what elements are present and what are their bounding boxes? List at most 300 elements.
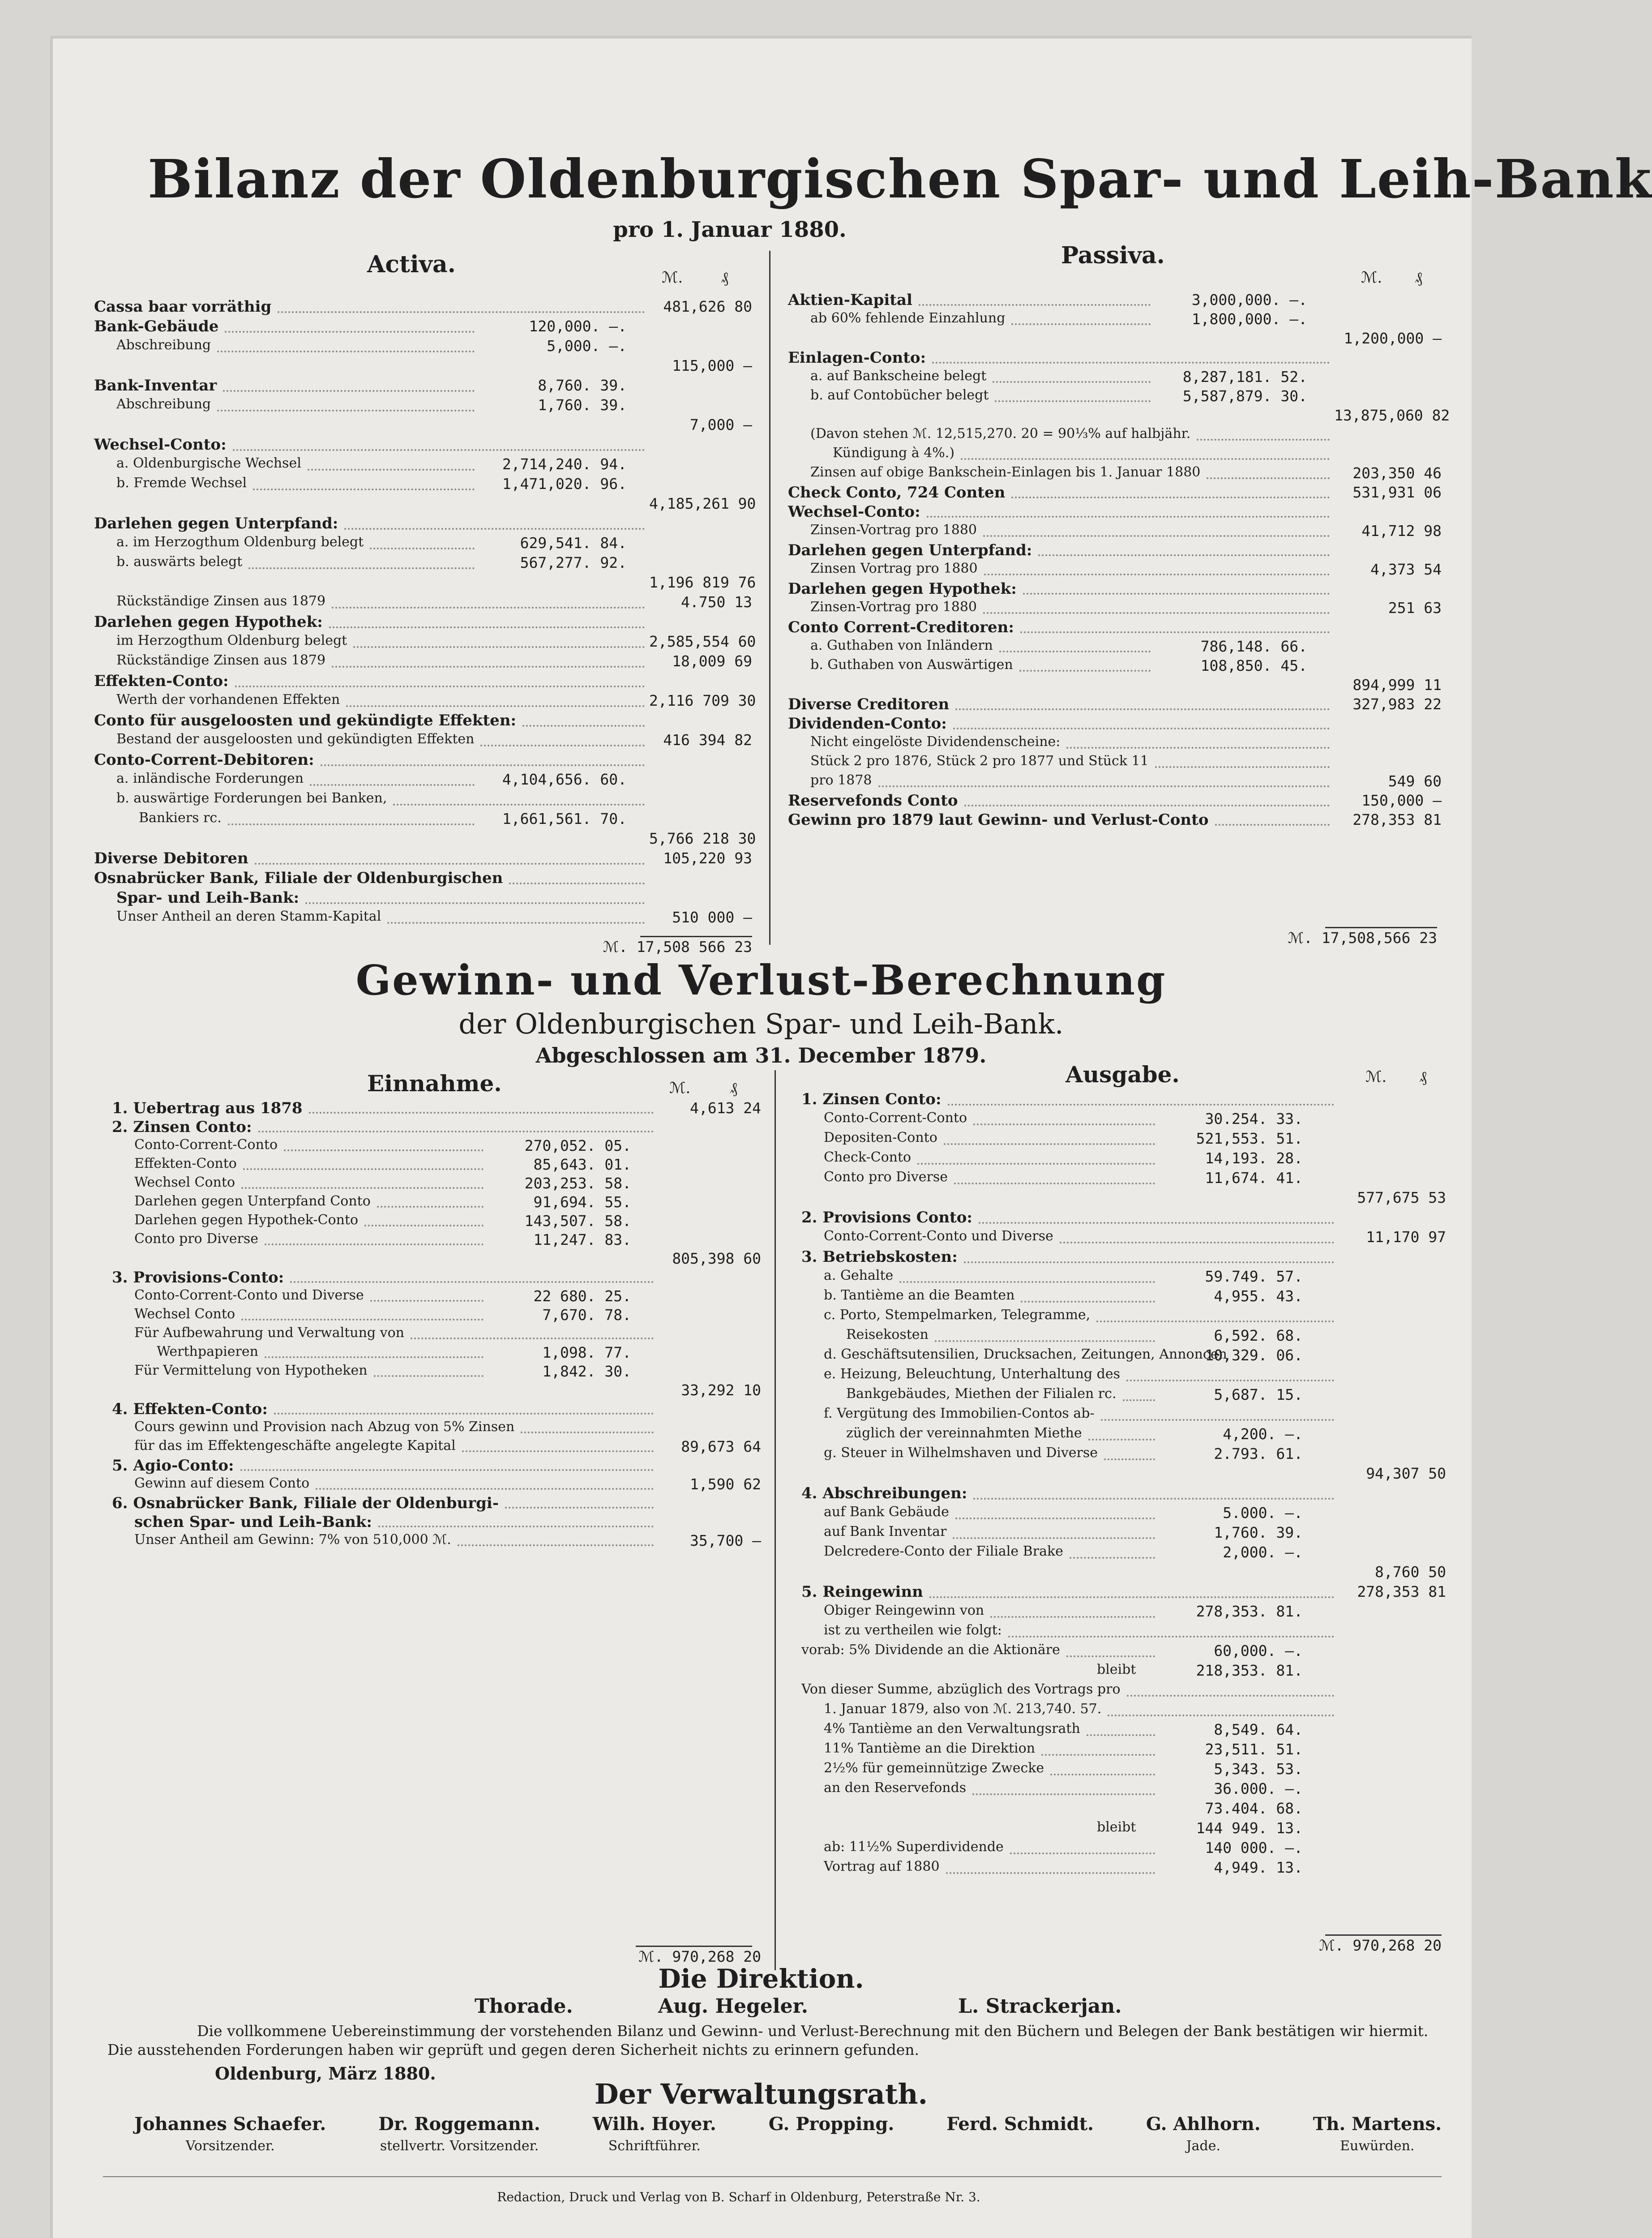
passiva-row — [788, 580, 1442, 599]
activa-row — [94, 298, 757, 317]
passiva-label: ab 60% fehlende Einzahlung — [810, 310, 1006, 326]
passiva-total: 1,200,000 — — [1344, 330, 1442, 347]
ausgabe-label: bleibt — [1097, 1662, 1136, 1677]
activa-leader — [387, 922, 645, 924]
activa-subamount: 629,541. 84. — [520, 534, 627, 552]
einnahme-unit-mark: ℳ. — [669, 1079, 691, 1097]
activa-row — [94, 790, 757, 810]
ausgabe-row — [801, 1484, 1446, 1504]
passiva-row — [788, 426, 1442, 445]
passiva-label: Wechsel-Conto: — [788, 503, 920, 521]
ausgabe-label: 3. Betriebskosten: — [801, 1248, 958, 1266]
verwaltungsrath-member — [1146, 2114, 1261, 2154]
passiva-leader — [878, 785, 1330, 787]
verwaltungsrath-member — [1313, 2114, 1442, 2154]
einnahme-leader — [274, 1413, 654, 1415]
gv-subtitle: der Oldenburgischen Spar- und Leih-Bank. — [458, 1008, 1064, 1040]
ausgabe-subamount: 5,343. 53. — [1214, 1760, 1303, 1778]
ausgabe-row — [801, 1780, 1446, 1800]
passiva-row — [788, 368, 1442, 387]
einnahme-leader — [377, 1206, 484, 1208]
einnahme-row — [112, 1118, 761, 1137]
activa-sum-rule — [640, 936, 752, 937]
passiva-row — [788, 407, 1450, 426]
einnahme-row — [112, 1438, 761, 1457]
passiva-total: 203,350 46 — [1352, 464, 1442, 482]
activa-row — [94, 554, 757, 574]
activa-row — [94, 751, 757, 771]
activa-leader — [228, 823, 475, 825]
ausgabe-leader — [1070, 1557, 1155, 1559]
passiva-total: 278,353 81 — [1352, 811, 1442, 828]
einnahme-label: Für Aufbewahrung und Verwaltung von — [134, 1325, 404, 1341]
ausgabe-leader — [1123, 1399, 1155, 1401]
passiva-row — [788, 445, 1442, 464]
einnahme-total: 4,613 24 — [690, 1099, 761, 1117]
passiva-total: 327,983 22 — [1352, 695, 1442, 713]
activa-label: Darlehen gegen Unterpfand: — [94, 514, 338, 532]
einnahme-heading: Einnahme. — [367, 1070, 502, 1097]
einnahme-row — [112, 1099, 761, 1118]
activa-row — [94, 613, 757, 633]
activa-label: Conto-Corrent-Debitoren: — [94, 751, 314, 769]
passiva-leader — [927, 516, 1330, 518]
activa-row — [94, 574, 757, 593]
ausgabe-sum: ℳ. 970,268 20 — [1319, 1937, 1442, 1954]
einnahme-leader — [240, 1469, 654, 1471]
activa-row — [94, 514, 757, 534]
ausgabe-subamount: 2.793. 61. — [1214, 1445, 1303, 1462]
einnahme-subamount: 85,643. 01. — [533, 1156, 631, 1173]
activa-unit-pf: ₰ — [721, 269, 728, 287]
passiva-list — [788, 291, 1450, 830]
einnahme-label: 1. Uebertrag aus 1878 — [112, 1099, 303, 1117]
activa-row — [94, 849, 757, 869]
passiva-label: Zinsen-Vortrag pro 1880 — [810, 522, 977, 538]
einnahme-label: Werthpapieren — [157, 1344, 258, 1359]
activa-row — [94, 396, 757, 416]
activa-row — [94, 712, 757, 731]
einnahme-unit-pf: ₰ — [730, 1079, 737, 1097]
einnahme-subamount: 91,694. 55. — [533, 1193, 631, 1211]
verwaltungsrath-heading: Der Verwaltungsrath. — [594, 2078, 928, 2110]
ausgabe-row — [801, 1681, 1446, 1701]
passiva-row — [788, 715, 1442, 734]
einnahme-row — [112, 1475, 761, 1494]
ausgabe-row — [801, 1346, 1446, 1366]
ausgabe-leader — [953, 1537, 1155, 1539]
activa-leader — [248, 567, 475, 569]
passiva-row — [788, 330, 1442, 349]
ausgabe-row — [801, 1563, 1446, 1583]
activa-row — [94, 869, 757, 889]
ausgabe-subamount: 11,674. 41. — [1205, 1169, 1303, 1187]
activa-label: b. Fremde Wechsel — [116, 475, 247, 491]
einnahme-label: Darlehen gegen Hypothek-Conto — [134, 1212, 359, 1228]
ausgabe-unit-pf: ₰ — [1419, 1068, 1427, 1086]
activa-label: im Herzogthum Oldenburg belegt — [116, 633, 347, 648]
balance-title: Bilanz der Oldenburgischen Spar- und Leih-Bank — [148, 148, 1652, 210]
passiva-leader — [1207, 477, 1330, 479]
passiva-row — [788, 772, 1442, 792]
ausgabe-label: e. Heizung, Beleuchtung, Unterhaltung des — [824, 1366, 1120, 1382]
passiva-row — [788, 695, 1442, 715]
ausgabe-row — [801, 1859, 1446, 1878]
ausgabe-leader — [973, 1123, 1155, 1125]
activa-label: Bankiers rc. — [139, 810, 222, 826]
ausgabe-row — [801, 1130, 1446, 1149]
passiva-leader — [993, 381, 1151, 383]
member-name: Ferd. Schmidt. — [946, 2114, 1094, 2135]
einnahme-leader — [316, 1488, 654, 1490]
passiva-leader — [999, 651, 1151, 652]
passiva-label: a. auf Bankscheine belegt — [810, 368, 987, 384]
passiva-label: Aktien-Kapital — [788, 291, 912, 309]
ausgabe-row — [801, 1268, 1446, 1287]
activa-row — [94, 317, 757, 337]
einnahme-row — [112, 1513, 761, 1532]
ausgabe-row — [801, 1169, 1446, 1189]
member-name: Th. Martens. — [1313, 2114, 1442, 2135]
ausgabe-label: Bankgebäudes, Miethen der Filialen rc. — [846, 1386, 1117, 1402]
ausgabe-leader — [935, 1340, 1155, 1342]
ausgabe-leader — [1104, 1458, 1155, 1460]
activa-leader — [225, 331, 475, 333]
activa-label: Unser Antheil an deren Stamm-Kapital — [116, 909, 381, 924]
passiva-label: Reservefonds Conto — [788, 792, 958, 810]
ausgabe-subamount: 278,353. 81. — [1196, 1603, 1303, 1620]
ausgabe-leader — [899, 1281, 1155, 1283]
passiva-unit-mark: ℳ. — [1361, 269, 1382, 287]
ausgabe-leader — [955, 1518, 1155, 1519]
activa-total: 4.750 13 — [681, 593, 752, 611]
passiva-row — [788, 387, 1442, 407]
einnahme-leader — [265, 1243, 484, 1245]
ausgabe-total: 278,353 81 — [1357, 1583, 1446, 1600]
einnahme-label: 2. Zinsen Conto: — [112, 1118, 252, 1136]
ausgabe-row — [801, 1248, 1446, 1268]
activa-leader — [346, 705, 645, 707]
ausgabe-row — [801, 1425, 1446, 1445]
activa-row — [94, 672, 757, 692]
ausgabe-row — [801, 1622, 1446, 1642]
verwaltungsrath-member — [946, 2114, 1094, 2154]
einnahme-total: 805,398 60 — [672, 1250, 761, 1267]
einnahme-row — [112, 1231, 761, 1250]
passiva-unit-pf: ₰ — [1415, 269, 1422, 287]
ausgabe-label: 2. Provisions Conto: — [801, 1209, 972, 1226]
ausgabe-leader — [979, 1222, 1334, 1224]
ausgabe-total: 94,307 50 — [1366, 1465, 1446, 1482]
einnahme-label: schen Spar- und Leih-Bank: — [134, 1513, 372, 1531]
einnahme-row — [112, 1250, 761, 1269]
passiva-leader — [983, 535, 1330, 537]
einnahme-row — [112, 1193, 761, 1212]
direktion-member-3: L. Strackerjan. — [958, 1995, 1122, 2018]
passiva-row — [788, 464, 1442, 484]
activa-total: 1,196 819 76 — [649, 574, 756, 591]
ausgabe-heading: Ausgabe. — [1066, 1061, 1180, 1088]
einnahme-subamount: 1,098. 77. — [542, 1344, 631, 1361]
activa-row — [94, 495, 757, 514]
passiva-row — [788, 811, 1442, 830]
activa-leader — [329, 626, 645, 628]
activa-label: Abschreibung — [116, 396, 211, 412]
activa-label: b. auswärtige Forderungen bei Banken, — [116, 790, 387, 806]
einnahme-row — [112, 1325, 761, 1344]
passiva-row — [788, 291, 1442, 310]
passiva-leader — [995, 400, 1151, 402]
einnahme-row — [112, 1175, 761, 1193]
activa-total: 4,185,261 90 — [649, 495, 756, 512]
balance-date: pro 1. Januar 1880. — [613, 217, 847, 242]
passiva-label: Check Conto, 724 Conten — [788, 484, 1006, 502]
einnahme-sum-rule — [636, 1946, 752, 1947]
ausgabe-row — [801, 1327, 1446, 1346]
einnahme-total: 35,700 — — [690, 1532, 761, 1549]
einnahme-label: Conto-Corrent-Conto — [134, 1137, 278, 1153]
passiva-row — [788, 561, 1442, 580]
passiva-label: Conto Corrent-Creditoren: — [788, 618, 1014, 636]
activa-row — [94, 810, 757, 830]
passiva-label: Zinsen Vortrag pro 1880 — [810, 561, 978, 576]
activa-label: Bank-Inventar — [94, 377, 217, 394]
einnahme-total: 89,673 64 — [681, 1438, 761, 1455]
activa-leader — [370, 548, 475, 549]
ausgabe-row — [801, 1406, 1446, 1425]
member-name: Johannes Schaefer. — [134, 2114, 326, 2135]
ausgabe-row — [801, 1819, 1446, 1839]
activa-label: Rückständige Zinsen aus 1879 — [116, 593, 326, 609]
einnahme-leader — [243, 1168, 484, 1170]
einnahme-row — [112, 1306, 761, 1325]
activa-row — [94, 416, 757, 436]
einnahme-leader — [378, 1526, 654, 1527]
activa-leader — [217, 351, 475, 352]
passiva-row — [788, 657, 1442, 676]
passiva-leader — [1020, 631, 1330, 633]
ausgabe-row — [801, 1701, 1446, 1721]
einnahme-leader — [258, 1131, 654, 1132]
ausgabe-subamount: 30.254. 33. — [1205, 1110, 1303, 1128]
ausgabe-subamount: 14,193. 28. — [1205, 1149, 1303, 1167]
ausgabe-label: Vortrag auf 1880 — [824, 1859, 940, 1874]
ausgabe-row — [801, 1386, 1446, 1406]
einnahme-leader — [364, 1225, 484, 1226]
ausgabe-row — [801, 1583, 1446, 1603]
activa-label: Rückständige Zinsen aus 1879 — [116, 652, 326, 668]
passiva-total: 251 63 — [1388, 599, 1442, 617]
passiva-row — [788, 310, 1442, 330]
place-date: Oldenburg, März 1880. — [215, 2063, 436, 2084]
activa-label: Bestand der ausgeloosten und gekündigten Effekten — [116, 731, 475, 747]
ausgabe-label: 1. Zinsen Conto: — [801, 1090, 942, 1108]
einnahme-leader — [290, 1281, 654, 1283]
passiva-leader — [1155, 766, 1330, 768]
passiva-row — [788, 734, 1442, 753]
activa-leader — [509, 883, 645, 884]
ausgabe-label: 2½% für gemeinnützige Zwecke — [824, 1760, 1044, 1776]
ausgabe-leader — [1021, 1301, 1155, 1303]
ausgabe-leader — [1088, 1439, 1155, 1441]
activa-unit-mark: ℳ. — [662, 269, 683, 287]
ausgabe-subamount: 5,687. 15. — [1214, 1386, 1303, 1403]
einnahme-subamount: 22 680. 25. — [533, 1287, 631, 1305]
activa-label: b. auswärts belegt — [116, 554, 243, 570]
einnahme-leader — [521, 1432, 654, 1433]
ausgabe-label: a. Gehalte — [824, 1268, 894, 1283]
ausgabe-label: 11% Tantième an die Direktion — [824, 1741, 1036, 1756]
activa-subamount: 4,104,656. 60. — [502, 771, 627, 788]
passiva-label: Darlehen gegen Unterpfand: — [788, 541, 1032, 559]
activa-total: 5,766 218 30 — [649, 830, 756, 847]
ausgabe-subamount: 23,511. 51. — [1205, 1741, 1303, 1758]
passiva-row — [788, 792, 1442, 811]
passiva-total: 150,000 — — [1361, 792, 1442, 809]
member-role: Euwürden. — [1340, 2138, 1415, 2154]
passiva-total: 531,931 06 — [1352, 484, 1442, 501]
ausgabe-label: 4. Abschreibungen: — [801, 1484, 967, 1502]
ausgabe-row — [801, 1760, 1446, 1780]
ausgabe-leader — [1010, 1852, 1155, 1854]
ausgabe-row — [801, 1090, 1446, 1110]
activa-label: Diverse Debitoren — [94, 849, 248, 867]
activa-row — [94, 771, 757, 790]
activa-leader — [480, 745, 645, 746]
activa-subamount: 120,000. —. — [529, 317, 627, 335]
ausgabe-label: b. Tantième an die Beamten — [824, 1287, 1015, 1303]
ausgabe-label: Delcredere-Conto der Filiale Brake — [824, 1543, 1063, 1559]
ausgabe-leader — [1087, 1734, 1155, 1736]
activa-total: 7,000 — — [689, 416, 752, 433]
member-role: Schriftführer. — [608, 2138, 701, 2154]
ausgabe-row — [801, 1741, 1446, 1760]
passiva-row — [788, 638, 1442, 657]
ausgabe-label: Reisekosten — [846, 1327, 929, 1342]
passiva-leader — [1023, 593, 1330, 595]
ausgabe-leader — [990, 1616, 1155, 1618]
activa-row — [94, 593, 757, 613]
passiva-label: Dividenden-Conto: — [788, 715, 947, 733]
activa-label: Werth der vorhandenen Effekten — [116, 692, 340, 707]
passiva-total: 4,373 54 — [1370, 561, 1442, 578]
ausgabe-row — [801, 1721, 1446, 1741]
ausgabe-leader — [917, 1163, 1155, 1165]
einnahme-row — [112, 1400, 761, 1419]
einnahme-label: für das im Effektengeschäfte angelegte Kapital — [134, 1438, 456, 1453]
einnahme-label: Conto pro Diverse — [134, 1231, 258, 1247]
einnahme-label: 4. Effekten-Conto: — [112, 1400, 268, 1418]
passiva-total: 13,875,060 82 — [1334, 407, 1450, 424]
einnahme-leader — [241, 1187, 484, 1189]
activa-leader — [353, 646, 645, 648]
ausgabe-subamount: 4,955. 43. — [1214, 1287, 1303, 1305]
activa-row — [94, 731, 757, 751]
member-role: Jade. — [1186, 2138, 1220, 2154]
passiva-leader — [1197, 439, 1330, 441]
ausgabe-label: züglich der vereinnahmten Miethe — [846, 1425, 1082, 1441]
ausgabe-leader — [964, 1261, 1334, 1263]
ausgabe-label: f. Vergütung des Immobilien-Contos ab- — [824, 1406, 1095, 1421]
ausgabe-leader — [1060, 1242, 1334, 1243]
activa-row — [94, 830, 757, 849]
verwaltungsrath-member — [593, 2114, 716, 2154]
activa-leader — [253, 489, 475, 490]
ausgabe-subamount: 218,353. 81. — [1196, 1662, 1303, 1679]
activa-label: Osnabrücker Bank, Filiale der Oldenburgischen — [94, 869, 503, 887]
activa-sum: ℳ. 17,508 566 23 — [603, 938, 752, 956]
ausgabe-leader — [1126, 1380, 1334, 1381]
passiva-label: Stück 2 pro 1876, Stück 2 pro 1877 und Stück 11 — [810, 753, 1149, 769]
activa-row — [94, 534, 757, 554]
ausgabe-leader — [954, 1183, 1155, 1184]
passiva-row — [788, 522, 1442, 541]
ausgabe-row — [801, 1543, 1446, 1563]
passiva-sum: ℳ. 17,508,566 23 — [1288, 929, 1437, 947]
einnahme-leader — [309, 1112, 654, 1114]
activa-leader — [321, 764, 645, 766]
gv-divider — [775, 1070, 776, 1970]
gv-title: Gewinn- und Verlust-Berechnung — [355, 956, 1167, 1004]
ausgabe-subamount: 4,200. —. — [1223, 1425, 1303, 1443]
activa-total: 2,116 709 30 — [649, 692, 756, 709]
ausgabe-subamount: 144 949. 13. — [1196, 1819, 1303, 1837]
ausgabe-label: Obiger Reingewinn von — [824, 1603, 984, 1618]
ausgabe-total: 8,760 50 — [1375, 1563, 1446, 1581]
passiva-label: a. Guthaben von Inländern — [810, 638, 993, 653]
ausgabe-sum-rule — [1325, 1934, 1442, 1936]
passiva-label: (Davon stehen ℳ. 12,515,270. 20 = 90⅓% auf halbjähr. — [810, 426, 1191, 442]
einnahme-label: Unser Antheil am Gewinn: 7% von 510,000 ℳ. — [134, 1532, 451, 1548]
activa-list — [94, 298, 757, 928]
activa-leader — [332, 607, 645, 609]
ausgabe-unit-mark: ℳ. — [1365, 1068, 1387, 1086]
passiva-sum-rule — [1325, 927, 1437, 928]
activa-label: Bank-Gebäude — [94, 317, 219, 335]
ausgabe-label: ab: 11½% Superdividende — [824, 1839, 1004, 1855]
activa-row — [94, 436, 757, 455]
activa-label: Abschreibung — [116, 337, 211, 353]
ausgabe-row — [801, 1366, 1446, 1386]
activa-row — [94, 377, 757, 396]
verwaltungsrath-signatures — [134, 2114, 1442, 2154]
activa-row — [94, 633, 757, 652]
activa-label: a. inländische Forderungen — [116, 771, 304, 786]
ausgabe-leader — [1050, 1774, 1155, 1775]
passiva-subamount: 8,287,181. 52. — [1182, 368, 1307, 386]
einnahme-subamount: 11,247. 83. — [533, 1231, 631, 1248]
einnahme-row — [112, 1269, 761, 1287]
ausgabe-leader — [1096, 1321, 1334, 1322]
passiva-subamount: 5,587,879. 30. — [1182, 387, 1307, 405]
einnahme-leader — [411, 1338, 654, 1339]
member-name: G. Ahlhorn. — [1146, 2114, 1261, 2135]
passiva-heading: Passiva. — [1061, 242, 1165, 269]
activa-row — [94, 337, 757, 357]
einnahme-row — [112, 1363, 761, 1381]
ausgabe-subamount: 8,549. 64. — [1214, 1721, 1303, 1738]
activa-total: 2,585,554 60 — [649, 633, 756, 650]
activa-leader — [332, 666, 645, 668]
activa-total: 115,000 — — [672, 357, 752, 374]
member-name: Dr. Roggemann. — [378, 2114, 540, 2135]
ausgabe-label: Depositen-Conto — [824, 1130, 937, 1145]
passiva-label: pro 1878 — [810, 772, 872, 788]
activa-leader — [217, 410, 475, 412]
einnahme-row — [112, 1287, 761, 1306]
ausgabe-leader — [1108, 1715, 1334, 1716]
einnahme-row — [112, 1156, 761, 1175]
